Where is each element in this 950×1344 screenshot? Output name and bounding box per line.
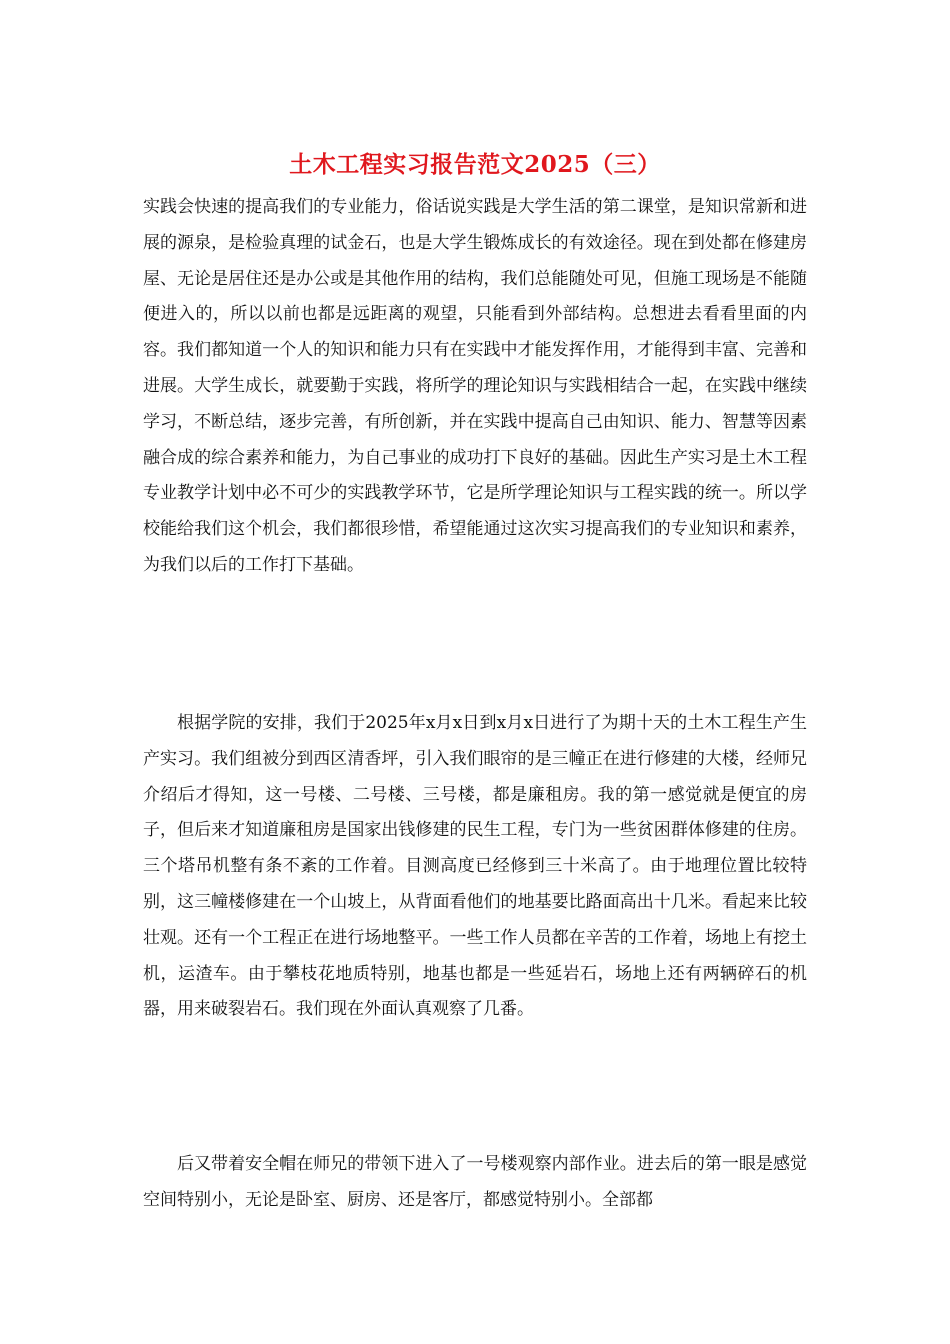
paragraph-1: 实践会快速的提高我们的专业能力，俗话说实践是大学生活的第二课堂，是知识常新和进展的源泉，是检验真理的试金石，也是大学生锻炼成长的有效途径。现在到处都在修建房屋、无论是居住还是办公或是其他作用的结构，我们总能随处可见，但施工现场是不能随便进入的，所以以前也都是远距离的观望，只能看到外部结构。总想进去看看里面的内容。我们都知道一个人的知识和能力只有在实践中才能发挥作用，才能得到丰富、完善和进展。大学生成长，就要勤于实践，将所学的理论知识与实践相结合一起，在实践中继续学习，不断总结，逐步完善，有所创新，并在实践中提高自己由知识、能力、智慧等因素融合成的综合素养和能力，为自己事业的成功打下良好的基础。因此生产实习是土木工程专业教学计划中必不可少的实践教学环节，它是所学理论知识与工程实践的统一。所以学校能给我们这个机会，我们都很珍惜，希望能通过这次实习提高我们的专业知识和素养，为我们以后的工作打下基础。: [143, 197, 807, 575]
paragraph-2: 根据学院的安排，我们于2025年x月x日到x月x日进行了为期十天的土木工程生产生产实习。我们组被分到西区清香坪，引入我们眼帘的是三幢正在进行修建的大楼，经师兄介绍后才得知，这一号楼、二号楼、三号楼，都是廉租房。我的第一感觉就是便宜的房子，但后来才知道廉租房是国家出钱修建的民生工程，专门为一些贫困群体修建的住房。三个塔吊机整有条不紊的工作着。目测高度已经修到三十米高了。由于地理位置比较特别，这三幢楼修建在一个山坡上，从背面看他们的地基要比路面高出十几米。看起来比较壮观。还有一个工程正在进行场地整平。一些工作人员都在辛苦的工作着，场地上有挖土机，运渣车。由于攀枝花地质特别，地基也都是一些延岩石，场地上还有两辆碎石的机器，用来破裂岩石。我们现在外面认真观察了几番。: [143, 713, 807, 1020]
paragraph-3: 后又带着安全帽在师兄的带领下进入了一号楼观察内部作业。进去后的第一眼是感觉空间特别小，无论是卧室、厨房、还是客厅，都感觉特别小。全部都: [143, 1154, 807, 1210]
document-title: 土木工程实习报告范文2025（三）: [289, 151, 661, 178]
